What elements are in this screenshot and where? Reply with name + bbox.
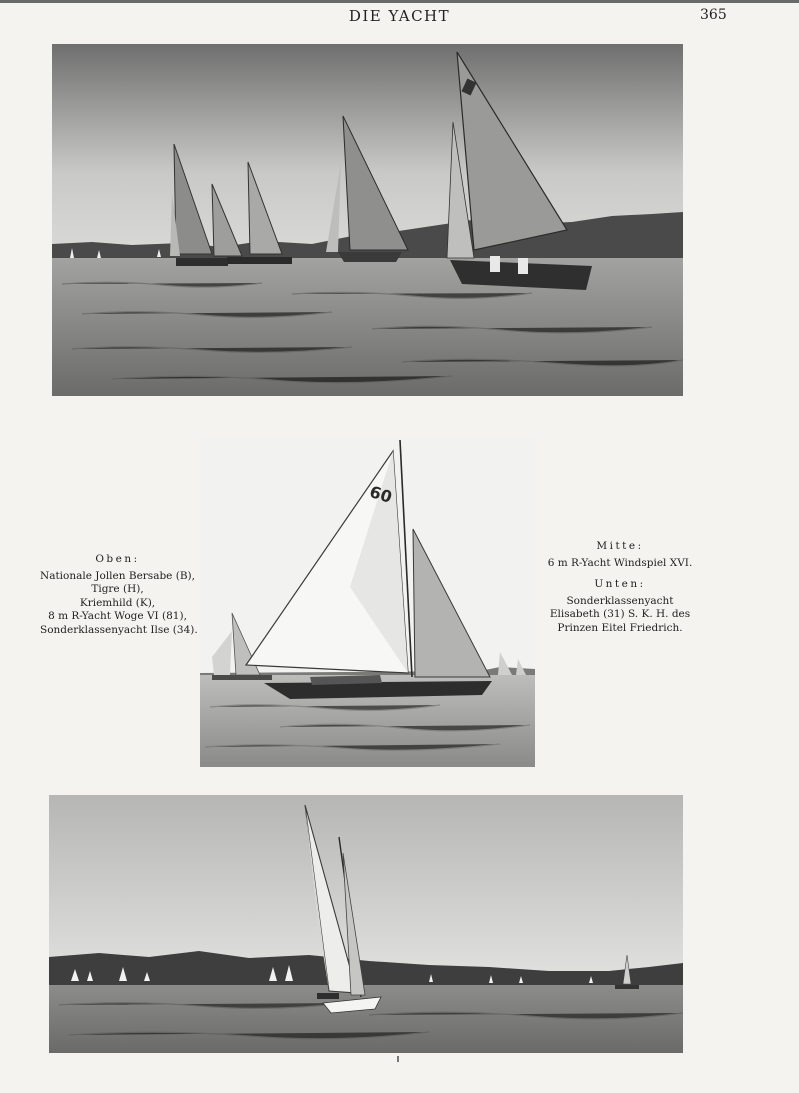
caption-line: Tigre (H), bbox=[91, 583, 144, 595]
page-top-edge bbox=[0, 0, 799, 3]
page-number: 365 bbox=[700, 7, 727, 23]
print-mark bbox=[397, 1056, 399, 1062]
caption-line: Sonderklassenyacht bbox=[566, 594, 674, 607]
running-header: DIE YACHT bbox=[348, 7, 451, 25]
caption-line: Nationale Jollen Bersabe (B), bbox=[40, 569, 195, 582]
caption-line: Elisabeth (31) S. K. H. des bbox=[549, 608, 691, 620]
caption-heading-oben: Oben: bbox=[95, 553, 140, 565]
caption-heading-unten: Unten: bbox=[594, 578, 646, 590]
sail-number: 60 bbox=[367, 481, 395, 507]
caption-line: 6 m R-Yacht Windspiel XVI. bbox=[547, 556, 693, 569]
caption-line: Prinzen Eitel Friedrich. bbox=[557, 621, 683, 634]
photo-middle-yacht bbox=[200, 437, 535, 767]
photo-bottom-yacht bbox=[49, 795, 683, 1053]
caption-line: Sonderklassenyacht Ilse (34). bbox=[40, 623, 198, 636]
caption-line: 8 m R-Yacht Woge VI (81), bbox=[48, 610, 187, 622]
photo-top-regatta bbox=[52, 44, 683, 396]
caption-middle-bottom bbox=[540, 540, 700, 635]
caption-heading-mitte: Mitte: bbox=[596, 540, 644, 552]
caption-line: Kriemhild (K), bbox=[79, 596, 156, 609]
caption-top-photo bbox=[40, 553, 198, 637]
